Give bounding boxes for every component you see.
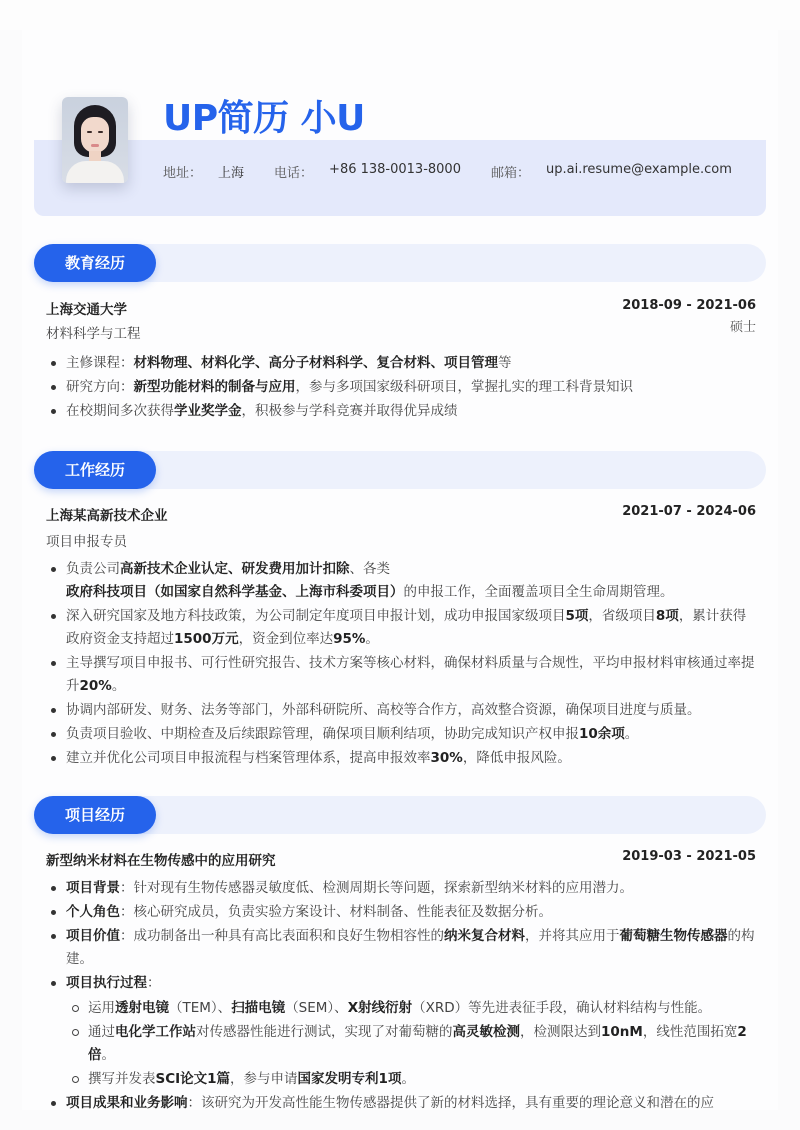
work-date: 2021-07 - 2024-06 bbox=[622, 504, 756, 519]
email-label: 邮箱： bbox=[490, 166, 530, 181]
bullet-item bbox=[46, 747, 758, 770]
candidate-name: UP简历 小U bbox=[163, 98, 365, 139]
avatar-photo bbox=[62, 97, 128, 183]
text: 。 bbox=[101, 1047, 115, 1063]
text: ，检测限达到 bbox=[520, 1024, 601, 1040]
text: ，并将其应用于 bbox=[525, 928, 620, 944]
bold-text: 材料物理、材料化学、高分子材料科学、复合材料、项目管理 bbox=[133, 355, 498, 371]
bullet-item bbox=[46, 352, 758, 375]
education-entry bbox=[46, 298, 756, 342]
bold-text: 个人角色 bbox=[66, 904, 120, 920]
bold-text: 透射电镜 bbox=[115, 1000, 169, 1016]
bold-text: 项目成果和业务影响 bbox=[66, 1095, 188, 1111]
project-bullets bbox=[46, 877, 758, 1116]
bold-text: 2倍 bbox=[88, 1024, 747, 1063]
education-date: 2018-09 - 2021-06 bbox=[622, 298, 756, 313]
sub-bullet-item bbox=[66, 1021, 758, 1067]
bullet-item bbox=[46, 723, 758, 746]
text: 。 bbox=[401, 1071, 415, 1087]
text: ：核心研究成员，负责实验方案设计、材料制备、性能表征及数据分析。 bbox=[120, 904, 552, 920]
project-entry bbox=[46, 849, 756, 869]
text: ，参与申请 bbox=[230, 1071, 298, 1087]
bold-text: 纳米复合材料 bbox=[444, 928, 525, 944]
bold-text: 政府科技项目（如国家自然科学基金、上海市科委项目） bbox=[66, 584, 404, 600]
text: 建立并优化公司项目申报流程与档案管理体系，提高申报效率 bbox=[66, 750, 431, 766]
bold-text: 葡萄糖生物传感器 bbox=[619, 928, 728, 944]
bold-text: 新型功能材料的制备与应用 bbox=[133, 379, 296, 395]
bold-text: 95% bbox=[333, 631, 366, 647]
bold-text: 高灵敏检测 bbox=[452, 1024, 520, 1040]
bullet-item bbox=[46, 925, 758, 971]
avatar-eye-right bbox=[98, 131, 103, 133]
text: ：该研究为开发高性能生物传感器提供了新的材料选择，具有重要的理论意义和潜在的应 bbox=[187, 1095, 714, 1111]
phone-value: +86 138-0013-8000 bbox=[329, 162, 461, 177]
text: 。 bbox=[111, 678, 126, 694]
project-date: 2019-03 - 2021-05 bbox=[622, 849, 756, 864]
text: 协调内部研发、财务、法务等部门，外部科研院所、高校等合作方，高效整合资源，确保项目进度与质量。 bbox=[66, 702, 701, 718]
section-education-header bbox=[34, 244, 766, 282]
section-education-title: 教育经历 bbox=[34, 244, 156, 282]
bold-text: 5项 bbox=[565, 608, 589, 624]
bold-text: 1500万元 bbox=[174, 631, 239, 647]
contact-info bbox=[163, 162, 762, 181]
section-work-title: 工作经历 bbox=[34, 451, 156, 489]
header-top bbox=[34, 70, 766, 140]
text: 主修课程： bbox=[66, 355, 134, 371]
text: 撰写并发表 bbox=[88, 1071, 156, 1087]
bold-text: 电化学工作站 bbox=[115, 1024, 196, 1040]
company-name: 上海某高新技术企业 bbox=[46, 508, 168, 524]
sub-bullet-item bbox=[66, 1068, 758, 1091]
text: ，降低申报风险。 bbox=[462, 750, 571, 766]
sub-bullet-list bbox=[66, 997, 758, 1091]
text: 通过 bbox=[88, 1024, 115, 1040]
bullet-item bbox=[46, 1092, 758, 1115]
bold-text: 项目价值 bbox=[66, 928, 120, 944]
avatar-face bbox=[81, 117, 109, 153]
text: 负责项目验收、中期检查及后续跟踪管理，确保项目顺利结项，协助完成知识产权申报 bbox=[66, 726, 579, 742]
bullet-item bbox=[46, 972, 758, 1091]
bold-text: 项目背景 bbox=[66, 880, 120, 896]
text: ，累计获得政府资金支持超过 bbox=[66, 608, 747, 647]
bold-text: 10nM bbox=[601, 1024, 643, 1040]
text: 对传感器性能进行测试，实现了对葡萄糖的 bbox=[196, 1024, 453, 1040]
text: （SEM）、 bbox=[285, 1000, 348, 1016]
section-project-header bbox=[34, 796, 766, 834]
address-value: 上海 bbox=[218, 166, 245, 181]
bold-text: 8项 bbox=[655, 608, 679, 624]
text: ，省级项目 bbox=[588, 608, 656, 624]
text: ：成功制备出一种具有高比表面积和良好生物相容性的 bbox=[120, 928, 444, 944]
bold-text: 20% bbox=[79, 678, 112, 694]
bullet-item bbox=[46, 652, 758, 698]
major: 材料科学与工程 bbox=[46, 326, 141, 342]
bold-text: 10余项 bbox=[579, 726, 625, 742]
text: 研究方向： bbox=[66, 379, 134, 395]
bold-text: 高新技术企业认定、研发费用加计扣除 bbox=[120, 561, 350, 577]
text: ：针对现有生物传感器灵敏度低、检测周期长等问题，探索新型纳米材料的应用潜力。 bbox=[120, 880, 633, 896]
address-label: 地址： bbox=[163, 166, 203, 181]
bold-text: 国家发明专利1项 bbox=[297, 1071, 402, 1087]
bullet-item bbox=[46, 400, 758, 423]
work-bullets bbox=[46, 558, 758, 771]
text: ，参与多项国家级科研项目，掌握扎实的理工科背景知识 bbox=[295, 379, 633, 395]
text: 主导撰写项目申报书、可行性研究报告、技术方案等核心材料，确保材料质量与合规性，平均申报材料审核通过率提升 bbox=[66, 655, 755, 694]
text: 的申报工作，全面覆盖项目全生命周期管理。 bbox=[403, 584, 674, 600]
text: 。 bbox=[365, 631, 379, 647]
text: ： bbox=[147, 975, 161, 991]
text: （TEM）、 bbox=[169, 1000, 232, 1016]
bullet-item bbox=[46, 376, 758, 399]
bold-text: 30% bbox=[430, 750, 463, 766]
text: 、各类 bbox=[349, 561, 390, 577]
degree: 硕士 bbox=[729, 320, 756, 335]
avatar-eye-left bbox=[87, 131, 92, 133]
text: ，资金到位率达 bbox=[238, 631, 334, 647]
section-project-title: 项目经历 bbox=[34, 796, 156, 834]
bullet-item bbox=[46, 699, 758, 722]
school-name: 上海交通大学 bbox=[46, 302, 127, 318]
text: 负责公司 bbox=[66, 561, 120, 577]
phone-label: 电话： bbox=[274, 166, 314, 181]
text: ，线性范围拓宽 bbox=[642, 1024, 738, 1040]
text: 在校期间多次获得 bbox=[66, 403, 174, 419]
email-value: up.ai.resume@example.com bbox=[546, 162, 732, 177]
sub-bullet-item bbox=[66, 997, 758, 1020]
job-position: 项目申报专员 bbox=[46, 534, 127, 550]
text: 深入研究国家及地方科技政策，为公司制定年度项目申报计划，成功申报国家级项目 bbox=[66, 608, 566, 624]
bold-text: X射线衍射 bbox=[347, 1000, 413, 1016]
text: ，积极参与学科竞赛并取得优异成绩 bbox=[241, 403, 458, 419]
bullet-item bbox=[46, 558, 758, 604]
education-bullets bbox=[46, 352, 758, 424]
bullet-item bbox=[46, 605, 758, 651]
bold-text: 扫描电镜 bbox=[231, 1000, 286, 1016]
text: 运用 bbox=[88, 1000, 115, 1016]
text: 。 bbox=[624, 726, 639, 742]
avatar-lips bbox=[91, 144, 99, 147]
bullet-item bbox=[46, 877, 758, 900]
bold-text: 学业奖学金 bbox=[174, 403, 242, 419]
bold-text: 项目执行过程 bbox=[66, 975, 147, 991]
text: （XRD）等先进表征手段，确认材料结构与性能。 bbox=[412, 1000, 712, 1016]
text: 等 bbox=[498, 355, 512, 371]
bold-text: SCI论文1篇 bbox=[155, 1071, 231, 1087]
project-name: 新型纳米材料在生物传感中的应用研究 bbox=[46, 853, 276, 869]
avatar-shirt bbox=[66, 161, 124, 183]
work-entry bbox=[46, 504, 756, 550]
section-work-header bbox=[34, 451, 766, 489]
bullet-item bbox=[46, 901, 758, 924]
text: 的构建。 bbox=[66, 928, 755, 967]
